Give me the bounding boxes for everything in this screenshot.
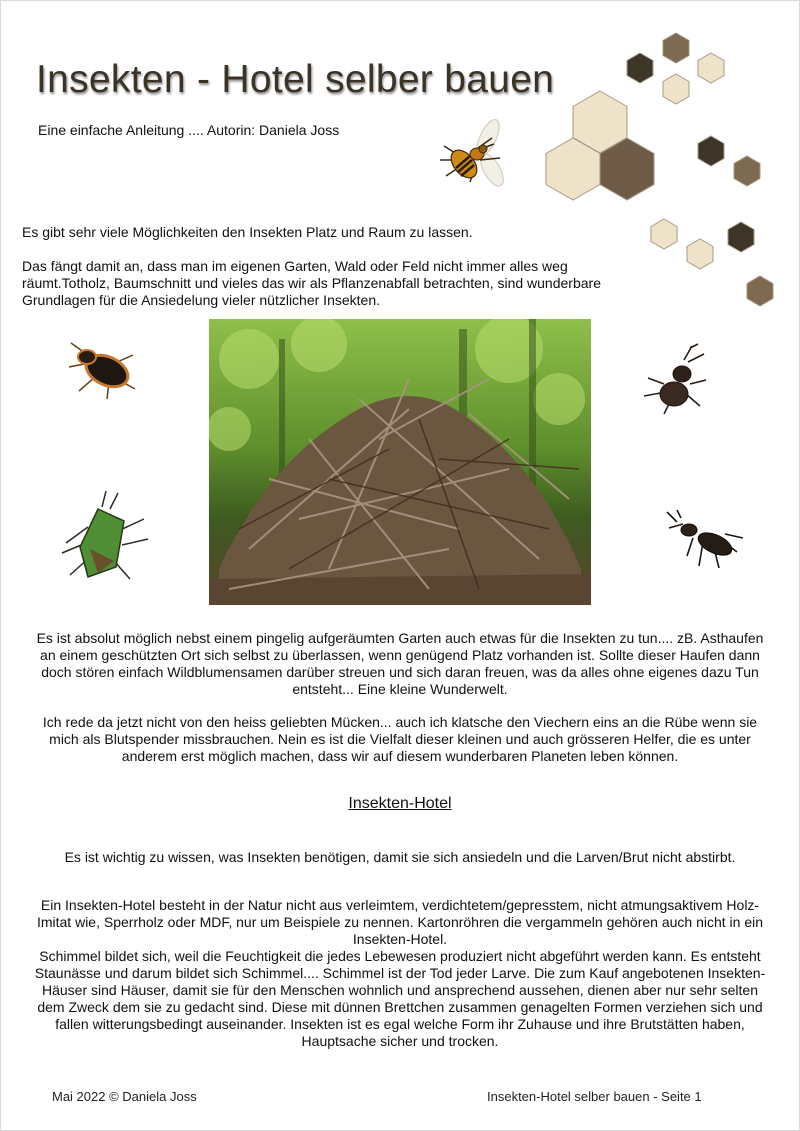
beetle-illustration bbox=[65, 333, 143, 403]
branch-pile-photo bbox=[209, 319, 591, 605]
body-paragraph-2: Ich rede da jetzt nicht von den heiss geliebten Mücken... auch ich klatsche den Viechern eins an die Rübe wenn sie mich als Blutspender missbrauchen. Nein es ist die Vielfalt dieser kleinen und auch grösseren Helfer, die es unter anderem erst möglich machen, dass wir auf diesem wunderbaren Planeten leben können. bbox=[42, 714, 758, 764]
body-paragraph-1: Es ist absolut möglich nebst einem pingelig aufgeräumten Garten auch etwas für die Insekten zu tun.... zB. Asthaufen an einem geschützten Ort sich selbst zu überlassen, wenn genügend Platz vorhanden ist. Sollte dieser Haufen dann doch stören einfach Wildblumensamen darüber streuen und sich daran freuen, was da alles ohne eigenes dazu Tun entsteht... Eine kleine Wunderwelt. bbox=[36, 630, 764, 697]
intro-paragraph-2: Das fängt damit an, dass man im eigenen Garten, Wald oder Feld nicht immer alles weg räumt.Totholz, Baumschnitt und vieles das wir als Pflanzenabfall betrachten, sind wunderbare Grundlagen für die Ansiedelung vieler nützlicher Insekten. bbox=[22, 258, 601, 308]
section-heading-insekten-hotel: Insekten-Hotel bbox=[348, 795, 452, 812]
section-paragraph-3: Schimmel bildet sich, weil die Feuchtigkeit die jedes Lebewesen produziert nicht abgeführt werden kann. Es entsteht Staunässe und darum bildet sich Schimmel.... Schimmel ist der Tod jeder Larve. Die zum Kauf angebotenen Insekten-Häuser sind Häuser, damit sie für den Menschen wohnlich und ansprechend aussehen, dienen aber nur sehr selten dem Zweck dem sie zu gedacht sind. Diese mit dünnen Brettchen zusammen genagelten Formen verziehen sich und fallen witterungsbedingt auseinander. Insekten ist es egal welche Form ihr Zuhause und ihre Brutstätten haben, Hauptsache sicher und trocken. bbox=[34, 948, 766, 1049]
hex-small-7 bbox=[651, 219, 677, 249]
bee-illustration bbox=[430, 116, 512, 196]
hex-small-1 bbox=[663, 33, 689, 63]
section-paragraph-2: Ein Insekten-Hotel besteht in der Natur nicht aus verleimtem, verdichtetem/gepresstem, nicht atmungsaktivem Holz-Imitat wie, Sperrholz oder MDF, nur um Beispiele zu nennen. Kartonröhren die vergammeln gehören auch nicht in ein Insekten-Hotel. bbox=[36, 897, 764, 947]
hex-small-5 bbox=[698, 136, 724, 166]
hex-small-10 bbox=[747, 276, 773, 306]
stag-beetle-illustration bbox=[634, 340, 714, 420]
page-title: Insekten - Hotel selber bauen bbox=[36, 58, 555, 101]
stag-beetle-illustration-2 bbox=[663, 508, 745, 578]
page-subtitle: Eine einfache Anleitung .... Autorin: Daniela Joss bbox=[38, 122, 340, 138]
hex-small-9 bbox=[687, 239, 713, 269]
hex-small-2 bbox=[627, 53, 653, 83]
footer-left: Mai 2022 © Daniela Joss bbox=[52, 1089, 197, 1104]
footer-right: Insekten-Hotel selber bauen - Seite 1 bbox=[487, 1089, 702, 1104]
hex-small-6 bbox=[734, 156, 760, 186]
hex-small-4 bbox=[663, 74, 689, 104]
shield-bug-illustration bbox=[58, 487, 150, 587]
section-paragraph-1: Es ist wichtig zu wissen, was Insekten benötigen, damit sie sich ansiedeln und die Larven/Brut nicht abstirbt. bbox=[64, 849, 736, 865]
hex-small-3 bbox=[698, 53, 724, 83]
intro-paragraph-1: Es gibt sehr viele Möglichkeiten den Insekten Platz und Raum zu lassen. bbox=[22, 224, 473, 240]
hex-small-8 bbox=[728, 222, 754, 252]
